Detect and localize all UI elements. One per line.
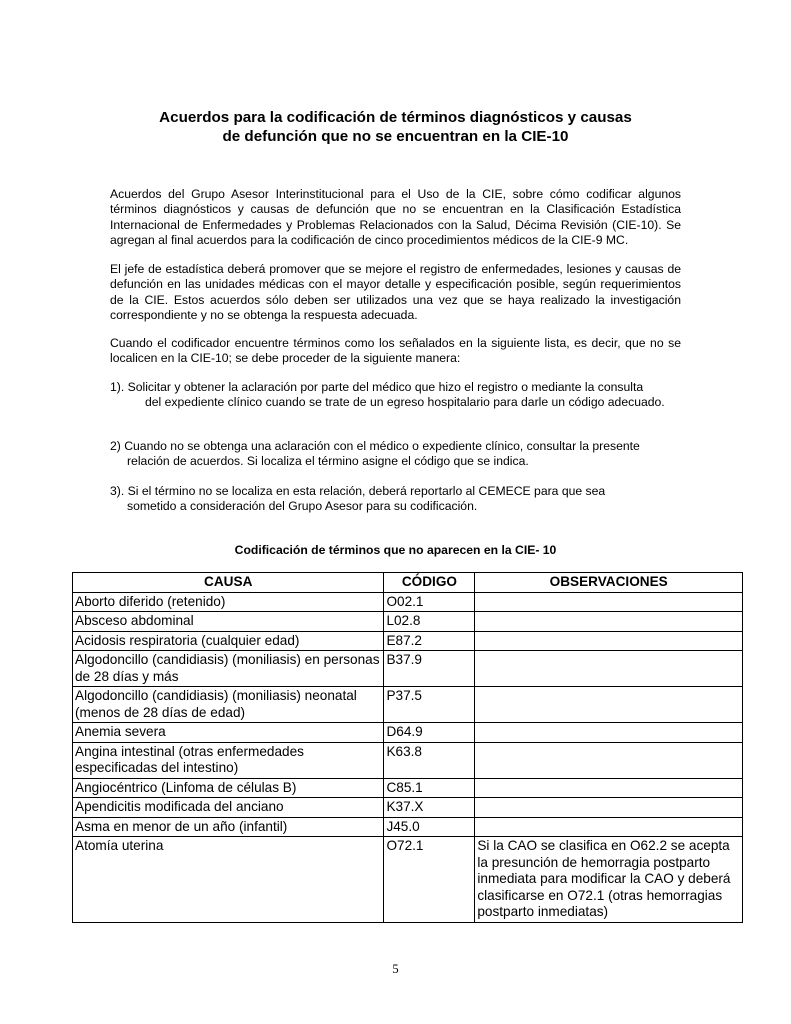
- table-row: [73, 778, 743, 798]
- cell-codigo: O02.1: [384, 592, 475, 612]
- step-3-first-line: 3). Si el término no se localiza en esta relación, deberá reportarlo al CEMECE para que sea: [110, 484, 606, 498]
- header-causa: CAUSA: [73, 573, 384, 593]
- cell-codigo: O72.1: [384, 837, 475, 923]
- cell-observaciones: [475, 612, 743, 632]
- cell-causa: Angiocéntrico (Linfoma de células B): [73, 778, 384, 798]
- cell-causa: Acidosis respiratoria (cualquier edad): [73, 631, 384, 651]
- table-header-row: [73, 573, 743, 593]
- cell-codigo: K63.8: [384, 742, 475, 778]
- header-codigo: CÓDIGO: [384, 573, 475, 593]
- table-row: [73, 723, 743, 743]
- cell-observaciones: [475, 778, 743, 798]
- cell-codigo: L02.8: [384, 612, 475, 632]
- cell-causa: Absceso abdominal: [73, 612, 384, 632]
- step-item-3: [110, 484, 681, 515]
- cell-observaciones: Si la CAO se clasifica en O62.2 se acepta la presunción de hemorragia postparto inmediata para modificar la CAO y deberá clasificarse en O72.1 (otras hemorragias postparto inmediatas): [475, 837, 743, 923]
- cell-codigo: C85.1: [384, 778, 475, 798]
- table-row: [73, 631, 743, 651]
- step-2-first-line: 2) Cuando no se obtenga una aclaración con el médico o expediente clínico, consultar la presente: [110, 439, 640, 453]
- cell-observaciones: [475, 817, 743, 837]
- cell-codigo: J45.0: [384, 817, 475, 837]
- table-row: [73, 651, 743, 687]
- codes-table: [72, 572, 743, 923]
- cell-codigo: K37.X: [384, 798, 475, 818]
- table-row: [73, 798, 743, 818]
- cell-observaciones: [475, 723, 743, 743]
- table-row: [73, 592, 743, 612]
- step-2-continuation: relación de acuerdos. Si localiza el término asigne el código que se indica.: [127, 454, 529, 469]
- header-observaciones: OBSERVACIONES: [475, 573, 743, 593]
- cell-codigo: B37.9: [384, 651, 475, 687]
- table-caption: Codificación de términos que no aparecen en la CIE- 10: [234, 543, 557, 557]
- table-row: [73, 742, 743, 778]
- procedure-paragraph: Cuando el codificador encuentre términos como los señalados en la siguiente lista, es decir, que no se localicen en la CIE-10; se debe proceder de la siguiente manera:: [110, 336, 681, 366]
- cell-causa: Apendicitis modificada del anciano: [73, 798, 384, 818]
- step-item-2: [110, 439, 681, 470]
- cell-causa: Atomía uterina: [73, 837, 384, 923]
- cell-codigo: P37.5: [384, 687, 475, 723]
- cell-codigo: D64.9: [384, 723, 475, 743]
- cell-observaciones: [475, 742, 743, 778]
- step-1-continuation: del expediente clínico cuando se trate de un egreso hospitalario para darle un código adecuado.: [145, 395, 665, 410]
- cell-observaciones: [475, 687, 743, 723]
- cell-causa: Asma en menor de un año (infantil): [73, 817, 384, 837]
- page-number: 5: [392, 962, 399, 976]
- cell-observaciones: [475, 798, 743, 818]
- document-title: [110, 108, 681, 146]
- step-1-first-line: 1). Solicitar y obtener la aclaración por parte del médico que hizo el registro o mediante la consulta: [110, 380, 644, 394]
- cell-causa: Anemia severa: [73, 723, 384, 743]
- cell-causa: Angina intestinal (otras enfermedades especificadas del intestino): [73, 742, 384, 778]
- cell-observaciones: [475, 651, 743, 687]
- table-row: [73, 837, 743, 923]
- table-row: [73, 687, 743, 723]
- step-item-1: [110, 380, 681, 411]
- title-line-1: Acuerdos para la codificación de términos diagnósticos y causas: [159, 109, 632, 126]
- cell-causa: Algodoncillo (candidiasis) (moniliasis) neonatal (menos de 28 días de edad): [73, 687, 384, 723]
- title-line-2: de defunción que no se encuentran en la CIE-10: [222, 128, 569, 145]
- cell-observaciones: [475, 631, 743, 651]
- intro-paragraph: Acuerdos del Grupo Asesor Interinstitucional para el Uso de la CIE, sobre cómo codificar algunos términos diagnósticos y causas de defunción que no se encuentran en la Clasificación Estadística Internacional de Enfermedades y Problemas Relacionados con la Salud, Décima Revisión (CIE-10). Se agregan al final acuerdos para la codificación de cinco procedimientos médicos de la CIE-9 MC.: [110, 187, 681, 248]
- cell-observaciones: [475, 592, 743, 612]
- statistics-paragraph: El jefe de estadística deberá promover que se mejore el registro de enfermedades, lesiones y causas de defunción en las unidades médicas con el mayor detalle y especificación posible, según requerimientos de la CIE. Estos acuerdos sólo deben ser utilizados una vez que se haya realizado la investigación correspondiente y no se obtenga la respuesta adecuada.: [110, 262, 681, 323]
- cell-causa: Aborto diferido (retenido): [73, 592, 384, 612]
- cell-causa: Algodoncillo (candidiasis) (moniliasis) en personas de 28 días y más: [73, 651, 384, 687]
- table-row: [73, 817, 743, 837]
- table-row: [73, 612, 743, 632]
- cell-codigo: E87.2: [384, 631, 475, 651]
- step-3-continuation: sometido a consideración del Grupo Asesor para su codificación.: [127, 499, 478, 514]
